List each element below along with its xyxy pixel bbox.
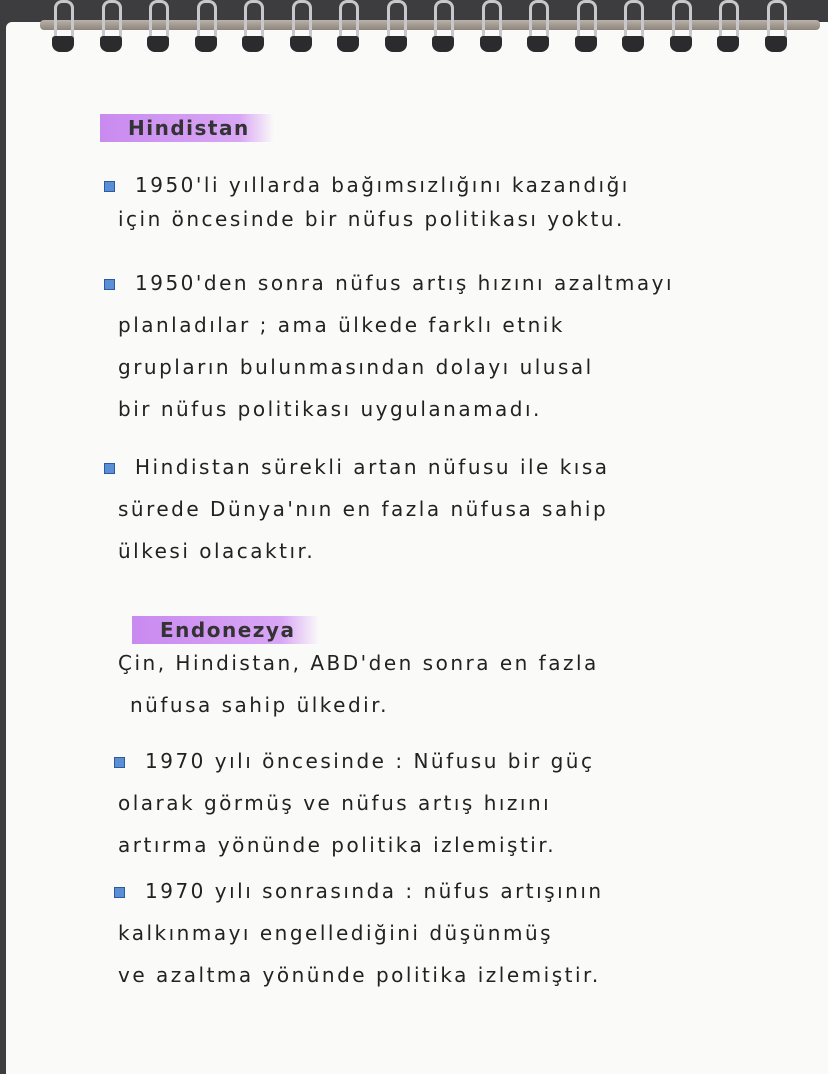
heading-endonezya: Endonezya [132,616,319,644]
text-line: için öncesinde bir nüfus politikası yoktu. [118,207,625,231]
spiral-ring [147,0,169,56]
text-line: nüfusa sahip ülkedir. [130,693,389,717]
text-line: olarak görmüş ve nüfus artış hızını [118,791,552,815]
spiral-ring [622,0,644,56]
text-line: 1970 yılı öncesinde : Nüfusu bir güç [145,749,595,773]
bullet-2 [118,262,674,430]
text-line: planladılar ; ama ülkede farklı etnik [118,313,565,337]
spiral-ring [765,0,787,56]
bullet-5 [118,870,604,996]
text-line: 1950'li yıllarda bağımsızlığını kazandığı [135,173,630,197]
bullet-marker-icon [114,887,125,898]
bullet-marker-icon [104,279,115,290]
bullet-marker-icon [104,463,115,474]
spiral-ring [242,0,264,56]
heading-hindistan: Hindistan [100,114,274,142]
text-line: ülkesi olacaktır. [118,539,316,563]
bullet-4 [118,740,594,866]
spiral-ring [480,0,502,56]
bullet-marker-icon [114,757,125,768]
spiral-ring [432,0,454,56]
bullet-3 [118,446,610,572]
spiral-binding [0,0,828,60]
spiral-ring [717,0,739,56]
text-line: 1950'den sonra nüfus artış hızını azaltmayı [135,271,675,295]
bullet-marker-icon [104,181,115,192]
spiral-ring [290,0,312,56]
spiral-ring [100,0,122,56]
intro-endonezya [118,642,599,726]
spiral-ring [385,0,407,56]
text-line: ve azaltma yönünde politika izlemiştir. [118,963,601,987]
text-line: sürede Dünya'nın en fazla nüfusa sahip [118,497,609,521]
spiral-ring [670,0,692,56]
spiral-ring [337,0,359,56]
text-line: Hindistan sürekli artan nüfusu ile kısa [135,455,610,479]
text-line: Çin, Hindistan, ABD'den sonra en fazla [118,651,599,675]
text-line: artırma yönünde politika izlemiştir. [118,833,557,857]
text-line: kalkınmayı engellediğini düşünmüş [118,921,554,945]
text-line: 1970 yılı sonrasında : nüfus artışının [145,879,604,903]
bullet-1 [118,164,630,240]
spiral-ring [575,0,597,56]
spiral-ring [195,0,217,56]
spiral-ring [52,0,74,56]
text-line: grupların bulunmasından dolayı ulusal [118,355,594,379]
spiral-ring [527,0,549,56]
text-line: bir nüfus politikası uygulanamadı. [118,397,542,421]
